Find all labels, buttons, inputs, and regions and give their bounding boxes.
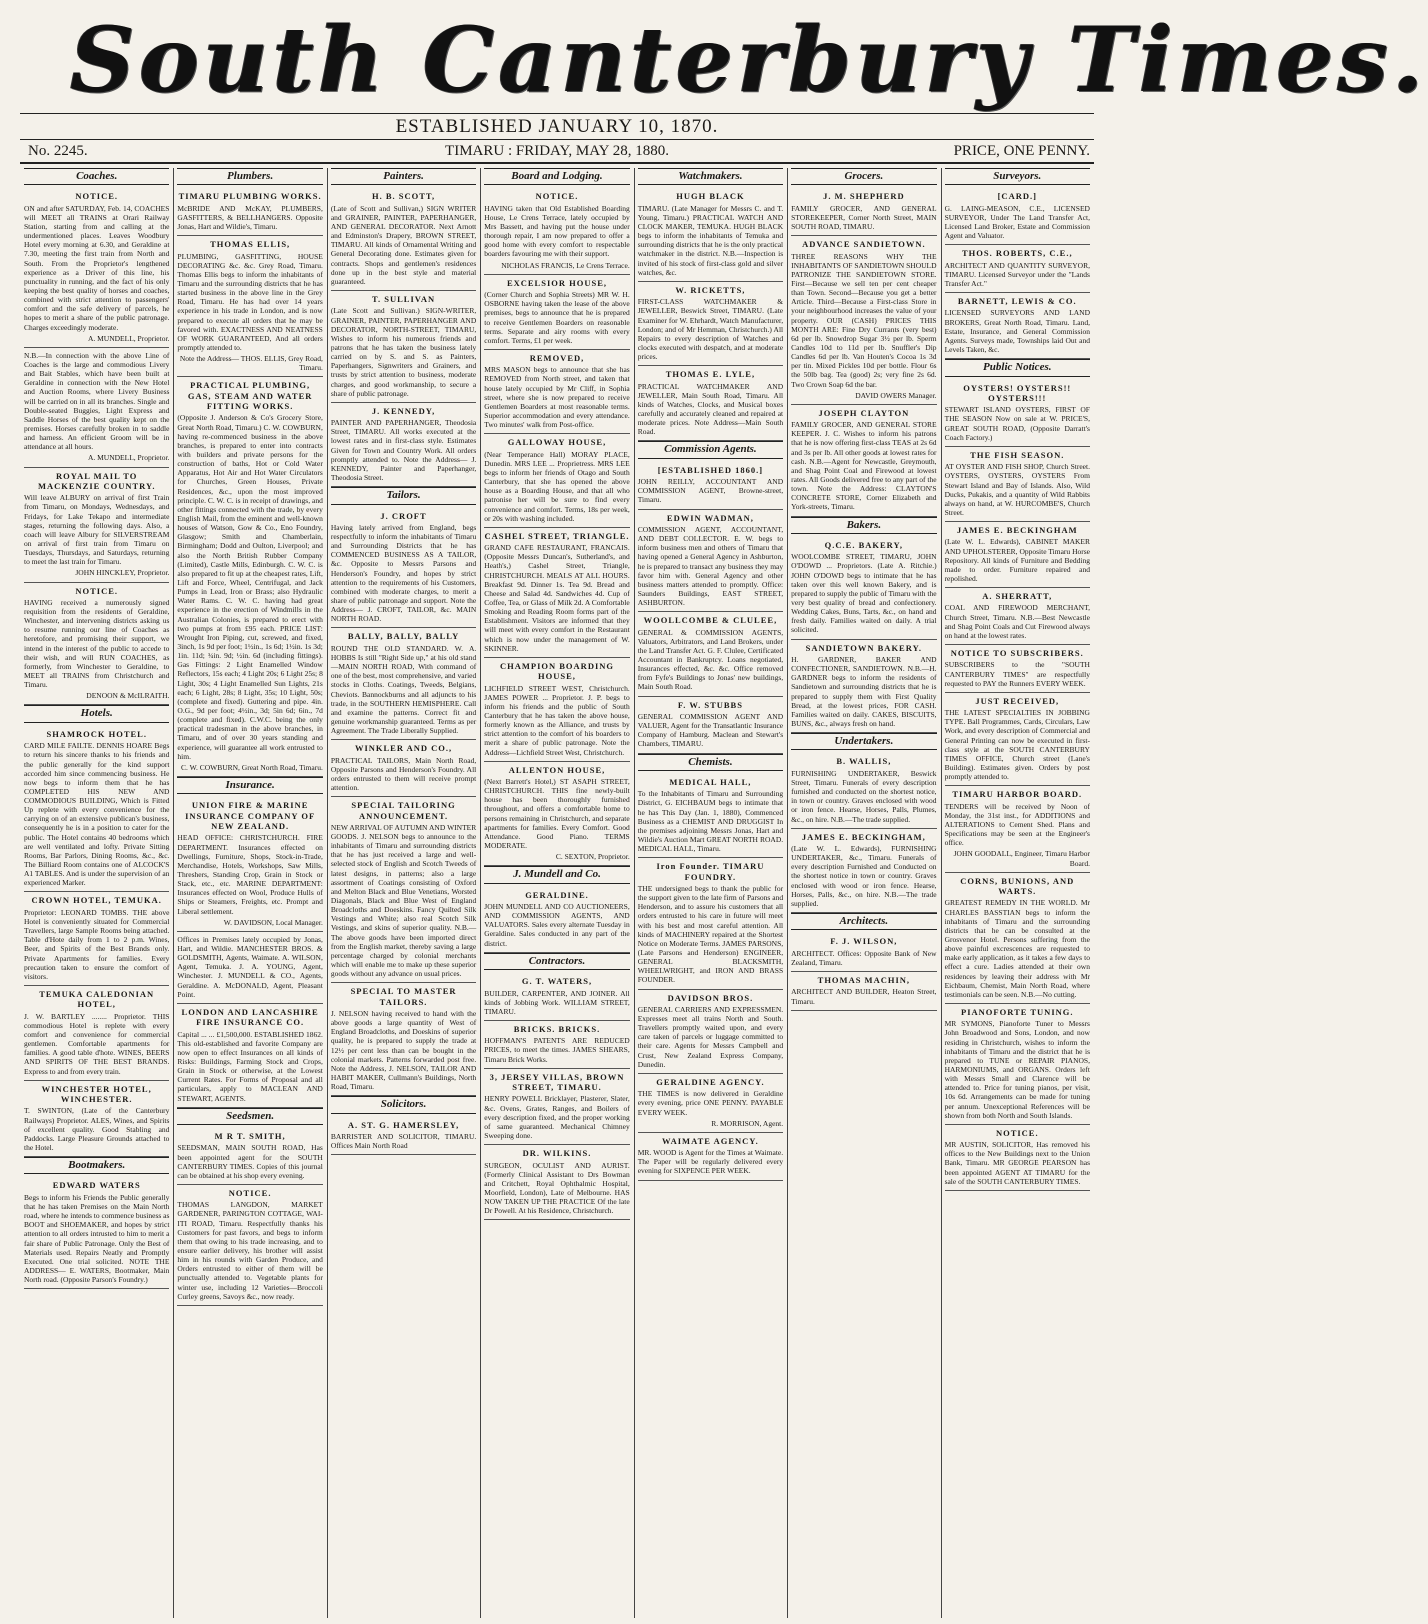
advertisement: [331, 403, 476, 487]
section-heading: Plumbers.: [177, 168, 322, 185]
advertisement: [484, 973, 629, 1021]
section-heading: Grocers.: [791, 168, 936, 185]
advertisement: [945, 447, 1090, 522]
ad-title: A. ST. G. HAMERSLEY,: [347, 1119, 460, 1130]
advertisement: [945, 786, 1090, 872]
section-heading: Painters.: [331, 168, 476, 185]
ad-title: WOOLLCOMBE & CLULEE,: [643, 615, 778, 626]
advertisement: [331, 291, 476, 403]
advertisement: [638, 510, 783, 613]
advertisement: [791, 933, 936, 972]
masthead-rule: [20, 113, 1094, 114]
ad-body: FAMILY GROCER, AND GENERAL STORE KEEPER. J. C. Wishes to inform his patrons that he is now offering first-class TEAS at 2s 6d and 3s per lb. All other goods at lowest rates for cash. N.B.—Agent for Newcastle, Greymouth, and Shag Point Coal and Firewood at lowest rates. All Goods delivered free to any part of the town. Note the Address: CLAYTON'S CONCRETE STORE, Corner Elizabeth and York-streets, Timaru.: [791, 420, 937, 512]
ad-body: TIMARU. (Late Manager for Messrs C. and T. Young, Timaru.) PRACTICAL WATCH AND CLOCK MAKER, TEMUKA. HUGH BLACK begs to inform the inhabitants of Temuka and surrounding districts that he is the only practical watchmaker in the district. N.B.—Inspection is invited of his stock of first-class gold and silver watches, &c.: [637, 203, 784, 277]
ad-signature: A. MUNDELL, Proprietor.: [87, 333, 170, 343]
ad-signature: A. MUNDELL, Proprietor.: [87, 453, 170, 463]
ad-title: ALLENTON HOUSE,: [508, 764, 606, 775]
ad-body: (Next Barrett's Hotel,) ST ASAPH STREET, CHRISTCHURCH. THIS fine newly-built house has been thoroughly furnished throughout, and offers a comfortable home to persons remaining in Christchurch, and separate apartments for families. Every Comfort. Good Attendance. Good Piano. TERMS MODERATE.: [484, 777, 630, 851]
advertisement: [177, 1128, 322, 1185]
ad-title: EXCELSIOR HOUSE,: [506, 277, 608, 288]
ad-column: [327, 168, 480, 1618]
ad-body: ARCHITECT. Offices: Opposite Bank of New Zealand, Timaru.: [791, 948, 937, 967]
ad-body: THE LATEST SPECIALTIES IN JOBBING TYPE. Ball Programmes, Cards, Circulars, Law Work, and every description of Commercial and General Printing can now be executed in first-class style at the SOUTH CANTERBURY TIMES OFFICE, Church street (Lane's Building). Estimates given. Orders by post promptly attended to.: [944, 708, 1090, 782]
advertisement: [945, 380, 1090, 447]
advertisement: [331, 188, 476, 291]
ad-body: JOHN MUNDELL AND CO AUCTIONEERS, AND COMMISSION AGENTS, AND VALUATORS. Sales every alternate Tuesday in Geraldine. Sales conducted in any part of the district.: [484, 902, 630, 948]
ad-title: JOSEPH CLAYTON: [818, 407, 910, 418]
ad-title: J. M. SHEPHERD: [823, 191, 905, 202]
advertisement: [331, 983, 476, 1096]
ad-body: N.B.—In connection with the above Line of Coaches is the large and commodious Livery and Bait Stables, which have been built at Geraldine in connection with the New Hotel and Auction Rooms, where Livery Business will be carried on in all its branches. Single and Double-seated Buggies, Light Express and Saddle Horses of the best quality kept on the premises. Horses carefully broken in to saddle and harness. An efficient Groom will be in attendance at all hours.: [24, 350, 170, 452]
advertisement: [177, 188, 322, 236]
advertisement: [945, 873, 1090, 1004]
advertisement: [177, 1004, 322, 1108]
ad-body: BARRISTER AND SOLICITOR, TIMARU. Offices Main North Road: [330, 1132, 477, 1151]
ad-title: TIMARU PLUMBING WORKS.: [178, 191, 322, 202]
ad-signature: R. MORRISON, Agent.: [711, 1118, 784, 1128]
ad-title: NOTICE.: [75, 191, 119, 202]
ad-title: GERALDINE.: [525, 889, 589, 900]
ad-column: [480, 168, 633, 1618]
ad-column: [941, 168, 1094, 1618]
ad-title: Iron Founder. TIMARU FOUNDRY.: [656, 861, 765, 882]
advertisement: [484, 434, 629, 527]
ad-body: Will leave ALBURY on arrival of first Train from Timaru, on Mondays, Wednesdays, and Fridays, for Lake Tekapo and intermediate stages, returning the following days. Also, a coach will leave Albury for SILVERSTREAM on arrival of first train from Timaru on Tuesdays, Thursdays, and Saturdays, returning to meet the last train for Timaru.: [24, 493, 170, 567]
section-heading: Hotels.: [24, 705, 169, 722]
ad-title: J. KENNEDY,: [371, 405, 436, 416]
ad-body: (Opposite J. Anderson & Co's Grocery Store, Great North Road, Timaru.) C. W. COWBURN, having re-commenced business in the above branches, is prepared to enter into contracts with builders and private persons for the construction of baths, Hot or Cold Water Apparatus, Hot Air and Hot Water Circulators for Churches, Green Houses, Private Residences, &c., upon the most improved principle. C. W. C. is in receipt of drawings, and other fittings connected with the trade, by every English Mail, from the eminent and well-known houses of Watson, Gow & Co., Eno Foundry, Glasgow; Smith and Chamberlain, Birmingham; Dodd and Oulton, Liverpool; and also the North British Rubber Company (Limited), Castle Mills, Edinburgh. C. W. C. is also prepared to fit up at the cheapest rates, Lift, Lift and Force, Wheel, Centrifugal, and Jack Pumps in Lead, Iron or Brass; also Hydraulic Water Rams. C. W. C. having had great experience in the erection of Windmills in the Australian Colonies, is prepared to erect with two pumps at from £95 each. PRICE LIST: Wrought Iron Piping, cut, screwed, and fixed, 3inch, 1s 9d per foot; 1½in., 1s 6d; 1½in. 1s 3d; 1in. 11d; ¾in. 9d; ½in. 6d (including fittings). Gas Fittings: 2 Light Enamelled Window Reflectors, 15s each; 4 Light 20s; 6 Light 25s; 8 Light, 30s; 4 Light Enamelled Sun Lights, 21s each; 6 Light, 28s; 8 Light, 35s; 10 Light, 50s; (complete and fixed). Guttering and pipe. 4in. O.G., 9d per foot; 4½in., 3d; 5in 6d; 6in., 7d (complete and fixed). C.W.C. being the only practical tradesman in the above branches, in Timaru, and of over 30 years standing and experience, will guarantee all work entrusted to him.: [177, 413, 323, 761]
dateline: TIMARU : FRIDAY, MAY 28, 1880.: [445, 143, 669, 159]
ad-body: J. W. BARTLEY ........ Proprietor. THIS commodious Hotel is replete with every comfort and convenience for commercial gentlemen. Comfortable apartments for families. A good table d'hote. WINES, BEERS AND SPIRITS OF THE BEST BRANDS. Express to and from every train.: [24, 1011, 170, 1076]
section-heading: Seedsmen.: [177, 1108, 322, 1125]
section-heading: Undertakers.: [791, 733, 936, 750]
advertisement: [484, 350, 629, 434]
advertisement: [484, 887, 629, 953]
advertisement: [484, 528, 629, 658]
ad-body: MR SYMONS, Pianoforte Tuner to Messrs John Broadwood and Sons, London, and now residing in Christchurch, wishes to inform the inhabitants of Timaru and the district that he is prepared to TUNE or REPAIR PIANOS, HARMONIUMS, and ORGANS. Orders left with Messrs Small and Clarence will be attended to. Price for tuning pianos, per visit, 10s 6d. Arrangements can be made for tuning per annum. Unexceptional References will be shown from both North and South Islands.: [944, 1019, 1090, 1120]
advertisement: [638, 282, 783, 366]
advertisement: [484, 275, 629, 350]
advertisement: [484, 1069, 629, 1145]
ad-title: H. B. SCOTT,: [372, 191, 436, 202]
ad-title: CROWN HOTEL, TEMUKA.: [31, 895, 162, 906]
ad-body: NEW ARRIVAL OF AUTUMN AND WINTER GOODS. J. NELSON begs to announce to the inhabitants of Timaru and surrounding districts that he has just received a large and well-selected stock of English and Scotch Tweeds of latest designs, in patterns; also a large assortment of Coatings consisting of Oxford and Melton Black and Blue Venetians, Worsted Diagonals, Black and Blue West of England Broadcloths and Doeskins. Fancy Quilted Silk Vestings and White; also real Scotch Silk Vestings, and skins of superior quality. N.B.—The above goods have been imported direct from the English market, thereby saving a large percentage charged by colonial merchants which will enable me to make up these superior goods without any advance on usual prices.: [330, 822, 477, 979]
advertisement: [945, 522, 1090, 588]
ad-body: McBRIDE AND McKAY, PLUMBERS, GASFITTERS, & BELLHANGERS. Opposite Jonas, Hart and Wildie's, Timaru.: [177, 203, 323, 232]
ad-title: Q.C.E. BAKERY,: [824, 539, 904, 550]
advertisement: [24, 726, 169, 893]
ad-body: ON and after SATURDAY, Feb. 14, COACHES will MEET all TRAINS at Orari Railway Station, starting from and calling at the undermentioned places. Leaves Woodbury Hotel every morning at 6.30, and Geraldine at 7.30, meeting the first train from North and South. From the Proprietor's lengthened experience as a Driver of this line, his punctuality in running, and the fact of his only keeping the best quality of horses and coaches, combined with strict attention to passengers' comfort and the safe delivery of parcels, he hopes to merit a share of the public patronage. Charges exceedingly moderate.: [24, 203, 170, 332]
ad-column: [173, 168, 326, 1618]
advertisement: [945, 1004, 1090, 1125]
ad-body: COAL AND FIREWOOD MERCHANT, Church Street, Timaru. N.B.—Best Newcastle and Shag Point Coals and Cut Firewood always on hand at the lowest rates.: [944, 603, 1090, 640]
section-heading: Insurance.: [177, 777, 322, 794]
ad-title: PRACTICAL PLUMBING, GAS, STEAM AND WATER FITTING WORKS.: [187, 380, 313, 412]
ad-title: B. WALLIS,: [836, 756, 892, 767]
advertisement: [791, 640, 936, 733]
ad-title: M R T. SMITH,: [214, 1131, 286, 1142]
advertisement: [331, 740, 476, 797]
advertisement: [177, 797, 322, 931]
ad-title: BARNETT, LEWIS & CO.: [957, 296, 1077, 307]
ad-body: MRS MASON begs to announce that she has REMOVED from North street, and taken that house lately occupied by Mr Cliff, in Sophia street, where she is now prepared to receive Gentlemen Boarders at most reasonable terms. Superior accommodation and every attendance. Two minutes' walk from Post-office.: [484, 365, 630, 430]
ad-title: THE FISH SEASON.: [970, 449, 1065, 460]
section-heading: Surveyors.: [945, 168, 1090, 185]
ad-body: JOHN REILLY, ACCOUNTANT AND COMMISSION AGENT, Browne-street, Timaru.: [637, 477, 784, 505]
ad-body: HAVING taken that Old Established Boarding House, Le Crens Terrace, lately occupied by Mrs Bassett, and having put the house under thorough repair, I am now prepared to offer a good home with every comfort to respectable boarders favouring me with their support.: [484, 203, 630, 259]
section-heading: Bakers.: [791, 517, 936, 534]
ad-title: CORNS, BUNIONS, AND WARTS.: [960, 875, 1075, 897]
ad-body: PAINTER AND PAPERHANGER, Theodosia Street, TIMARU. All works executed at the lowest rates and in first-class style. Estimates Given for Town and Country Work. All orders promptly attended to. Note the Address— J. KENNEDY, Painter and Paperhanger, Theodosia Street.: [330, 418, 477, 482]
ad-title: THOMAS E. LYLE,: [665, 369, 756, 380]
advertisement: [24, 348, 169, 468]
ad-body: THOMAS LANGDON, MARKET GARDENER, PARINGTON COTTAGE, WAI-ITI ROAD, Timaru. Respectfully thanks his Customers for past favors, and begs to inform them that owing to his trade increasing, and to ensure earlier delivery, his brother will assist him in his rounds with Garden Produce, and Orders entrusted to either of them will be punctually attended to. Vegetable plants for winter use, including 12 Varieties—Broccoli Curley greens, Savoys &c., now ready.: [177, 1200, 323, 1301]
advertisement: [945, 645, 1090, 693]
ad-signature: DENOON & McILRAITH.: [86, 691, 170, 701]
section-heading: Tailors.: [331, 487, 476, 504]
advertisement: [791, 972, 936, 1011]
ad-body: (Late Scott and Sullivan.) SIGN-WRITER, GRAINER, PAINTER, PAPERHANGER AND DECORATOR, NORTH-STREET, TIMARU, Wishes to inform his numerous friends and patrons that he has taken the business lately carried on by S. and S. as Painters, Paperhangers, Signwriters and Grainers, and trusts by strict attention to business, moderate charges, and good workmanship, to secure a share of public patronage.: [330, 306, 477, 398]
advertisement: [638, 990, 783, 1074]
advertisement: [791, 537, 936, 640]
ad-signature: JOHN GOODALL, Engineer, Timaru Harbor Board.: [953, 849, 1090, 868]
advertisement: [177, 932, 322, 1004]
ad-body: HOFFMAN'S PATENTS ARE REDUCED PRICES, to meet the times. JAMES SHEARS, Timaru Brick Works.: [484, 1036, 630, 1064]
ad-signature: JOHN HINCKLEY, Proprietor.: [75, 568, 170, 578]
ad-title: CHAMPION BOARDING HOUSE,: [499, 660, 615, 682]
ad-column: [787, 168, 940, 1618]
ad-title: ADVANCE SANDIETOWN.: [802, 239, 926, 250]
ad-title: HUGH BLACK: [676, 191, 745, 202]
advertisement: [791, 753, 936, 828]
ad-body: J. NELSON having received to hand with the above goods a large quantity of West of England Broadcloths, and Doeskins of superior quality, he is prepared to supply the trade at 12½ per cent less than can be bought in the colonial markets. Patterns forwarded post free. Note the Address, J. NELSON, TAILOR AND HABIT MAKER, Cullmann's Buildings, North Road, Timaru.: [330, 1008, 477, 1092]
ad-signature: DAVID OWERS Manager.: [855, 390, 937, 400]
section-heading: J. Mundell and Co.: [484, 866, 629, 883]
advertisement: [638, 774, 783, 858]
advertisement: [791, 236, 936, 405]
advertisement: [945, 588, 1090, 645]
advertisement: [484, 658, 629, 762]
ad-title: LONDON AND LANCASHIRE FIRE INSURANCE CO.: [181, 1006, 319, 1028]
dateline-rule-bottom: [20, 162, 1094, 164]
advertisement: [331, 1117, 476, 1156]
advertisement: [24, 468, 169, 583]
ad-title: JAMES E. BECKINGHAM,: [801, 831, 926, 842]
advertisement: [24, 1081, 169, 1157]
ad-body: PRACTICAL TAILORS, Main North Road, Opposite Parsons and Henderson's Foundry. All orders entrusted to them will receive prompt attention.: [330, 755, 477, 792]
advertisement: [638, 1074, 783, 1133]
ad-body: WOOLCOMBE STREET, TIMARU, JOHN O'DOWD ... Proprietors. (Late A. Ritchie.) JOHN O'DOWD begs to intimate that he has taken over this well known Bakery, and is prepared to supply the public of Timaru with the very best quality of bread and confectionery. Wedding Cakes, Buns, Tarts, &c., on hand and fresh daily. Families waited on daily. A trial solicited.: [791, 552, 937, 635]
ad-body: PRACTICAL WATCHMAKER AND JEWELLER, Main South Road, Timaru. All kinds of Watches, Clocks, and Musical boxes carefully and accurately cleaned and repaired at moderate prices. Note Address—Main South Road.: [637, 381, 784, 437]
ad-title: BALLY, BALLY, BALLY: [347, 631, 460, 642]
ad-body: (Late of Scott and Sullivan,) SIGN WRITER and GRAINER, PAINTER, PAPERHANGER, AND GENERAL DECORATOR. Next Arnott and Edminston's Drapery, BROWN STREET, TIMARU. All kinds of Ornamental Writing and General Decorating done. Estimates given for contracts. Shops and gentlemen's residences done up in the best style and material guaranteed.: [330, 203, 477, 286]
advertisement: [331, 628, 476, 740]
ad-title: BRICKS. BRICKS.: [513, 1023, 601, 1034]
ad-title: F. J. WILSON,: [830, 936, 898, 947]
ad-signature: W. DAVIDSON, Local Manager.: [223, 917, 323, 927]
advertisement: [791, 829, 936, 913]
section-heading: Architects.: [791, 913, 936, 930]
masthead: [70, 7, 1428, 116]
ad-title: THOMAS ELLIS,: [210, 239, 291, 250]
ad-body: ROUND THE OLD STANDARD. W. A. HOBBS Is still "Right Side up," at his old stand—MAIN NORTH ROAD, With command of one of the best, most comprehensive, and varied stocks in Cloths. Coatings, Tweeds, Belgians, Cheviots. Bannockburns and all adjuncts to his trade, in the SOUTHERN HEMISPHERE. Call and examine the patterns. Correct fit and genuine workmanship guaranteed. Terms as per Agreement. The Trade Liberally Supplied.: [330, 643, 477, 736]
ad-title: W. RICKETTS,: [675, 284, 746, 295]
ad-title: WINKLER AND CO.,: [354, 743, 453, 754]
ad-title: EDWARD WATERS: [52, 1180, 141, 1191]
ad-body: HENRY POWELL Bricklayer, Plasterer, Slater, &c. Ovens, Grates, Ranges, and Boilers of every description fixed, and the proper working of same guaranteed. Mechanical Chimney Sweeping done.: [484, 1094, 630, 1141]
ad-title: DAVIDSON BROS.: [667, 992, 754, 1003]
ad-body: HEAD OFFICE: CHRISTCHURCH. FIRE DEPARTMENT. Insurances effected on Dwellings, Furniture, Shops, Stock-in-Trade, Merchandise, Hotels, Workshops, Saw Mills, Threshers, Standing Crop, Grain in Stock or Stack, etc., etc. MARINE DEPARTMENT: Insurances effected on Wool, Produce Hulls of Ships or Steamers, Freights, etc. Prompt and Liberal settlement.: [177, 833, 323, 916]
ad-body: COMMISSION AGENT, ACCOUNTANT, AND DEBT COLLECTOR. E. W. begs to inform business men and others of Timaru that having opened a General Agency in Ashburton, he is prepared to transact any business they may favor him with. General Agency and other business matters attended to promptly. Office: Saunders Buildings, EAST STREET, ASHBURTON.: [637, 524, 784, 608]
section-heading: Watchmakers.: [638, 168, 783, 185]
price: PRICE, ONE PENNY.: [953, 143, 1090, 159]
ad-title: EDWIN WADMAN,: [666, 512, 754, 523]
ad-title: MEDICAL HALL,: [669, 776, 752, 787]
ad-body: CARD MILE FAILTE. DENNIS HOARE Begs to return his sincere thanks to his friends and the public generally for the kind support accorded him since commencing business. He now begs to inform them that he has COMPLETED HIS NEW AND COMMODIOUS BUILDING, Which is Fitted Up replete with every convenience for the carrying on of an extensive publican's business, consequently he is in a position to cater for the public. The Hotel contains 40 bedrooms which are well ventilated and lofty. Private Sitting Rooms, Bar Parlors, Dining Rooms, &c., &c. The Billiard Room contains one of ALCOCK'S A1 TABLES. And is under the supervision of an experienced Marker.: [24, 741, 170, 888]
ad-body: HAVING received a numerously signed requisition from the residents of Geraldine, Winchester, and intervening districts asking us to resume running our line of Coaches as heretofore, and promising their support, we intend in the interest of the public to accede to their wish, and will RUN COACHES, as formerly, from Winchester to Geraldine, to MEET all TRAINS from Christchurch and Timaru.: [24, 597, 170, 690]
ad-body: (Late W. L. Edwards), FURNISHING UNDERTAKER, &c., Timaru. Funerals of every description Furnished and Conducted on the shortest notice in town or country. Graves enclosed with wood or iron fence. Hearse, Horses, Palls, &c., on hire. N.B.—The trade supplied.: [791, 844, 937, 908]
advertisement: [638, 697, 783, 754]
ad-body: H. GARDNER, BAKER AND CONFECTIONER, SANDIETOWN. N.B.—H. GARDNER begs to inform the residents of Sandietown and surrounding districts that he is prepared to supply them with First Quality Bread, at the lowest prices, FOR CASH. Families waited on daily. CAKES, BISCUITS, BUNS, &c., always fresh on hand.: [791, 654, 937, 728]
section-heading: Chemists.: [638, 754, 783, 771]
column-rule: [941, 168, 942, 1618]
ad-title: JUST RECEIVED,: [975, 695, 1060, 706]
advertisement: [177, 1185, 322, 1306]
ad-title: NOTICE.: [75, 585, 119, 596]
column-rule: [327, 168, 328, 1618]
ad-title: REMOVED,: [529, 352, 585, 363]
ad-body: LICHFIELD STREET WEST, Christchurch. JAMES POWER ... Proprietor. J. P. begs to inform his friends and the public of South Canterbury that he has taken the above house, formerly known as the Alliance, and trusts by strict attention to the comfort of his boarders to merit a share of public patronage. Note the Address—Lichfield Street West, Christchurch.: [484, 683, 630, 757]
ad-body: Having lately arrived from England, begs respectfully to inform the inhabitants of Timaru and Surrounding Districts that he has COMMENCED BUSINESS AS A TAILOR, &c. Opposite to Messrs Parsons and Henderson's Foundry, and hopes by strict attention to the requirements of his Customers, combined with moderate charges, to merit a share of public patronage and support. Note the Address— J. CROFT, TAILOR, &c. MAIN NORTH ROAD.: [330, 522, 477, 624]
ad-body: To the Inhabitants of Timaru and Surrounding District, G. EICHBAUM begs to intimate that he has This Day (Jan. 1, 1880), Commenced Business as a CHEMIST AND DRUGGIST In the premises adjoining Messrs Jonas, Hart and Wildie's Auction Mart GREAT NORTH ROAD. MEDICAL HALL, Timaru.: [637, 789, 784, 854]
advertisement: [945, 293, 1090, 359]
advertisement: [945, 188, 1090, 245]
ad-title: NOTICE.: [535, 191, 579, 202]
ad-title: GALLOWAY HOUSE,: [507, 437, 607, 448]
ad-body: Offices in Premises lately occupied by Jonas, Hart, and Wildie. MANCHESTER BROS. & GOLDSMITH, Agents, Waimate. A. WILSON, Agent, Temuka. J. A. YOUNG, Agent, Winchester. J. MUNDELL & CO., Agents, Geraldine. A. McDONALD, Agent, Pleasant Point.: [177, 934, 323, 999]
section-heading: Contractors.: [484, 953, 629, 970]
ad-title: GERALDINE AGENCY.: [656, 1076, 765, 1087]
ad-title: UNION FIRE & MARINE INSURANCE COMPANY OF NEW ZEALAND.: [185, 800, 316, 832]
ad-column: [634, 168, 787, 1618]
ad-body: SEEDSMAN, MAIN SOUTH ROAD, Has been appointed agent for the SOUTH CANTERBURY TIMES. Copies of this journal can be obtained at his shop every evening.: [177, 1143, 323, 1180]
ad-body: THE undersigned begs to thank the public for the support given to the late firm of Parsons and Henderson, and to assure his customers that all orders entrusted to his care in future will meet with his best and most careful attention. All kinds of MACHINERY repaired at the Shortest Notice on Moderate Terms. JAMES PARSONS, (Late Parsons and Henderson) ENGINEER, GENERAL BLACKSMITH, WHEELWRIGHT, and IRON AND BRASS FOUNDER.: [637, 883, 784, 985]
advertisement: [484, 1145, 629, 1220]
advertisement: [484, 188, 629, 274]
ad-body: SURGEON, OCULIST AND AURIST. (Formerly Clinical Assistant to Drs Bowman and Critchett, Royal Ophthalmic Hospital, Moorfield, London), Late of Melbourne. HAS NOW TAKEN UP THE PRACTICE Of the late Dr Powell. At his Residence, Christchurch.: [484, 1160, 630, 1216]
ad-title: DR. WILKINS.: [522, 1148, 592, 1159]
advertisement: [24, 892, 169, 985]
ad-title: PIANOFORTE TUNING.: [961, 1006, 1074, 1017]
ad-body: GENERAL CARRIERS AND EXPRESSMEN. Expresses meet all trains North and South. Travellers promptly waited upon, and every care taken of parcels or luggage committed to their care. Agents for Messrs Campbell and Crust, New Zealand Express Company, Dunedin.: [637, 1004, 784, 1069]
advertisement: [638, 462, 783, 510]
advertisement: [638, 612, 783, 696]
ad-body: FURNISHING UNDERTAKER, Beswick Street, Timaru. Funerals of every description furnished and conducted on the shortest notice, in town or country. Graves enclosed with wood or iron fence. Hearse, Horses, Palls, Plumes, &c., on hire. N.B.—The trade supplied.: [791, 768, 937, 824]
ad-title: TEMUKA CALEDONIAN HOTEL,: [39, 988, 155, 1010]
ad-body: STEWART ISLAND OYSTERS, FIRST OF THE SEASON Now on sale at W. PRICE'S, GREAT SOUTH ROAD, (Opposite Darratt's Coach Factory.): [944, 405, 1090, 442]
ad-body: GRAND CAFE RESTAURANT, FRANCAIS. (Opposite Messrs Duncan's, Sutherland's, and Heath's,) Cashel Street, Triangle, CHRISTCHURCH. MEALS AT ALL HOURS. Breakfast 9d. Dinner 1s. Tea 9d. Bread and Cheese and Salad 4d. Sandwiches 4d. Cup of Coffee, Tea, or Glass of Milk 2d. A Comfortable Smoking and Reading Room forms part of the Establishment. Visitors are informed that they will meet with every comfort in the Restaurant which is now under the management of W. SKINNER.: [484, 543, 630, 653]
advertisement: [638, 188, 783, 281]
advert-columns: [20, 168, 1094, 1618]
ad-body: FAMILY GROCER, AND GENERAL STOREKEEPER, Corner North Street, MAIN SOUTH ROAD, TIMARU.: [791, 203, 937, 232]
ad-column: [20, 168, 173, 1618]
ad-body: GENERAL COMMISSION AGENT AND VALUER, Agent for the Transatlantic Insurance Company of Hamburg. Maclean and Stewart's Chambers, TIMARU.: [637, 711, 784, 749]
dateline-rule-top: [20, 139, 1094, 140]
ad-title: T. SULLIVAN: [371, 294, 436, 305]
ad-title: THOMAS MACHIN,: [817, 975, 911, 986]
advertisement: [945, 1125, 1090, 1191]
ad-body: (Late W. L. Edwards), CABINET MAKER AND UPHOLSTERER, Opposite Timaru Horse Repository. All kinds of Furniture and Bedding made to order. Furniture repaired and repolished.: [944, 537, 1090, 583]
ad-body: GREATEST REMEDY IN THE WORLD. Mr CHARLES BASSTIAN begs to inform the inhabitants of Timaru and the surrounding districts that he can be consulted at the Grosvenor Hotel. Persons suffering from the above painful excrescences are requested to make early application, as it takes a few days to effect a cure. Ladies attended at their own residences by leaving their address with Mr Eichbaum, Chemist, Main North Road, where testimonials can be seen. N.B.—No cutting.: [944, 898, 1090, 999]
ad-body: (Near Temperance Hall) MORAY PLACE, Dunedin. MRS LEE ... Proprietress. MRS LEE begs to inform her friends of Otago and South Canterbury, that she has opened the above house as a Boarding House, and that all who patronise her will be sure to find every convenience and comfort. Terms, 18s per week, or 20s with washing included.: [484, 449, 630, 523]
ad-body: SUBSCRIBERS to the "SOUTH CANTERBURY TIMES" are respectfully requested to PAY the Runners EVERY WEEK.: [944, 660, 1090, 688]
ad-title: OYSTERS! OYSTERS!! OYSTERS!!!: [963, 382, 1072, 403]
advertisement: [24, 188, 169, 347]
ad-body: G. LAING-MEASON, C.E., LICENSED SURVEYOR, Under The Land Transfer Act, Licensed Land Broker, Estate and Commission Agent and Valuator.: [944, 203, 1090, 241]
ad-title: [CARD.]: [997, 191, 1037, 202]
advertisement: [331, 508, 476, 629]
section-heading: Solicitors.: [331, 1096, 476, 1113]
advertisement: [177, 377, 322, 777]
ad-title: SANDIETOWN BAKERY.: [805, 642, 923, 653]
ad-title: SPECIAL TO MASTER TAILORS.: [350, 986, 457, 1007]
ad-title: SHAMROCK HOTEL.: [46, 728, 147, 739]
column-rule: [173, 168, 174, 1618]
section-heading: Board and Lodging.: [484, 168, 629, 185]
ad-body: T. SWINTON, (Late of the Canterbury Railways) Proprietor. ALES, Wines, and Spirits of excellent quality. Good Stabling and Paddocks. Large Pleasure Grounds attached to the Hotel.: [24, 1106, 170, 1152]
ad-signature: NICHOLAS FRANCIS, Le Crens Terrace.: [501, 260, 630, 270]
ad-body: BUILDER, CARPENTER, AND JOINER. All kinds of Jobbing Work. WILLIAM STREET, TIMARU.: [484, 988, 630, 1016]
ad-body: Capital ... ... £1,500,000. ESTABLISHED 1862. This old-established and favorite Company are now open to effect Insurances on all kinds of Risks: Buildings, Farming Stock and Crops, Grain in Stock or otherwise, at the Lowest Current Rates. For Forms of Proposal and all particulars, apply to MACLEAN AND STEWART, AGENTS.: [177, 1029, 323, 1103]
ad-title: ROYAL MAIL TO MACKENZIE COUNTRY.: [37, 470, 156, 491]
section-heading: Public Notices.: [945, 359, 1090, 376]
ad-signature: C. SEXTON, Proprietor.: [555, 852, 630, 862]
advertisement: [791, 188, 936, 236]
ad-body: Begs to inform his Friends the Public generally that he has taken Premises on the Main North road, where he intends to commence business as BOOT and SHOEMAKER, and hopes by strict attention to all orders intrusted to him to merit a fair share of Public Patronage. Only the Best of Materials used. Repairs Neatly and Promptly Executed. One trial solicited. NOTE THE ADDRESS— E. WATERS, Bootmaker, Main North road. (Opposite Parson's Foundry.): [24, 1192, 170, 1285]
advertisement: [24, 583, 169, 706]
advertisement: [638, 1133, 783, 1181]
ad-title: NOTICE.: [995, 1127, 1039, 1138]
ad-signature: C. W. COWBURN, Great North Road, Timaru.: [180, 762, 323, 772]
ad-title: SPECIAL TAILORING ANNOUNCEMENT.: [351, 800, 456, 821]
ad-body: PLUMBING, GASFITTING, HOUSE DECORATING &c. &c. Grey Road, Timaru. Thomas Ellis begs to inform the inhabitants of Timaru and the surrounding districts that he has started business in the above line in the Grey Road, Timaru. He has had over 14 years experience in his trade in London, and is now prepared to execute all orders that he may be favored with. EXACTNESS AND NEATNESS OF WORK GUARANTEED, And all orders promptly attended to.: [177, 251, 323, 352]
advertisement: [638, 366, 783, 441]
ad-title: G. T. WATERS,: [521, 976, 593, 987]
advertisement: [945, 693, 1090, 786]
ad-title: TIMARU HARBOR BOARD.: [952, 789, 1083, 800]
advertisement: [791, 405, 936, 517]
issue-number: No. 2245.: [28, 143, 88, 159]
section-heading: Bootmakers.: [24, 1157, 169, 1174]
advertisement: [331, 797, 476, 983]
ad-body: THE TIMES is now delivered in Geraldine every evening, price ONE PENNY. PAYABLE EVERY WEEK.: [637, 1089, 784, 1117]
established-line: ESTABLISHED JANUARY 10, 1870.: [395, 116, 719, 137]
ad-body: GENERAL & COMMISSION AGENTS, Valuators, Arbitrators, and Land Brokers, under the Land Transfer Act. G. F. Clulee, Certificated Accountant in Bankruptcy. Loans negotiated, Insurances effected, &c. &c. Office removed from Fyfe's Buildings to Jonas' new buildings, Main South Road.: [637, 627, 784, 692]
ad-body: MR AUSTIN, SOLICITOR, Has removed his offices to the New Buildings next to the Union Bank, Timaru. MR GEORGE PEARSON has been appointed AGENT AT TIMARU for the sale of the SOUTH CANTERBURY TIMES.: [944, 1140, 1090, 1186]
ad-body: (Corner Church and Sophia Streets) MR W. H. OSBORNE having taken the lease of the above premises, begs to announce that he is prepared to receive Gentlemen Boarders on reasonable terms. Separate and airy rooms with every comfort. Terms, £1 per week.: [484, 290, 630, 345]
advertisement: [24, 986, 169, 1081]
ad-body: ARCHITECT AND BUILDER, Heaton Street, Timaru.: [791, 987, 937, 1006]
ad-body: MR. WOOD is Agent for the Times at Waimate. The Paper will be regularly delivered every evening for SIXPENCE PER WEEK.: [637, 1148, 784, 1176]
advertisement: [484, 1021, 629, 1069]
ad-title: F. W. STUBBS: [677, 699, 743, 710]
ad-title: WINCHESTER HOTEL, WINCHESTER.: [41, 1083, 152, 1105]
ad-body: TENDERS will be received by Noon of Monday, the 31st inst., for ADDITIONS and ALTERATIONS to Cement Shed. Plans and Specifications may be seen at the Engineer's office.: [944, 801, 1090, 848]
ad-title: J. CROFT: [380, 510, 427, 521]
ad-title: NOTICE TO SUBSCRIBERS.: [950, 648, 1084, 659]
ad-body: THREE REASONS WHY THE INHABITANTS OF SANDIETOWN SHOULD PATRONIZE THE SANDIETOWN STORE. First—Because we sell ten per cent cheaper than Town. Second—Because you get a better Article. Third—Because a First-class Store in your neighbourhood increases the value of your property. OUR (CASH) PRICES THIS MONTH ARE: Fine Dry Currants (very best) 6d per lb. Snowdrop Sugar 3½ per lb. Sperm Candles 10d to 11d per lb. Snuffler's Dip Candles 6d per lb. Van Houten's Cocoa 1s 3d per tin. Mixed Pickles 10d per bottle. Flour 6s the 50lb bag. Tea (good) 2s; very fine 2s 6d. Two Crown Soap 6d the bar.: [791, 251, 937, 389]
ad-title: [ESTABLISHED 1860.]: [657, 464, 764, 475]
ad-body: FIRST-CLASS WATCHMAKER & JEWELLER, Beswick Street, TIMARU. (Late Examiner for W. Ehrhardt, Watch Manufacturer, London; and of Mr Hemman, Christchurch.) All Repairs to every description of Watches and clocks executed with despatch, and at moderate prices.: [637, 297, 784, 362]
ad-title: WAIMATE AGENCY.: [662, 1135, 759, 1146]
advertisement: [484, 762, 629, 867]
advertisement: [177, 236, 322, 377]
newspaper-title: South Canterbury Times.: [70, 7, 1428, 113]
ad-body: LICENSED SURVEYORS AND LAND BROKERS, Great North Road, Timaru. Land, Estate, Insurance, and General Commission Agents. Surveys made, Townships laid Out and Levels Taken, &c.: [944, 308, 1090, 355]
ad-title: A. SHERRATT,: [982, 591, 1053, 602]
section-heading: Coaches.: [24, 168, 169, 185]
ad-title: THOS. ROBERTS, C.E.,: [961, 248, 1073, 259]
ad-title: JAMES E. BECKINGHAM: [956, 525, 1078, 536]
ad-signature: Note the Address— THOS. ELLIS, Grey Road, Timaru.: [179, 354, 323, 373]
ad-body: Proprietor: LEONARD TOMBS. THE above Hotel is conveniently situated for Commercial Travellers, large Sample Rooms being attached. Table d'Hote daily from 1 to 2 p.m. Wines, Beer, and Spirits of the Best Brands only. Private Apartments for families. Every precaution taken to ensure the comfort of visitors.: [24, 907, 170, 981]
advertisement: [638, 858, 783, 989]
ad-body: ARCHITECT AND QUANTITY SURVEYOR, TIMARU. Licensed Surveyor under the "Lands Transfer Act.": [944, 260, 1090, 288]
advertisement: [945, 245, 1090, 293]
ad-title: CASHEL STREET, TRIANGLE.: [484, 530, 630, 541]
column-rule: [480, 168, 481, 1618]
ad-body: AT OYSTER AND FISH SHOP, Church Street. OYSTERS, OYSTERS, OYSTERS From Stewart Island and Bay of Islands. Also, Wild Ducks, Pukakis, and a quantity of Wild Rabbits always on hand, at W. HURCOMBE'S, Church Street.: [944, 462, 1090, 517]
section-heading: Commission Agents.: [638, 441, 783, 458]
ad-title: NOTICE.: [228, 1187, 272, 1198]
column-rule: [634, 168, 635, 1618]
column-rule: [787, 168, 788, 1618]
advertisement: [24, 1177, 169, 1289]
ad-title: 3, JERSEY VILLAS, BROWN STREET, TIMARU.: [489, 1071, 625, 1093]
